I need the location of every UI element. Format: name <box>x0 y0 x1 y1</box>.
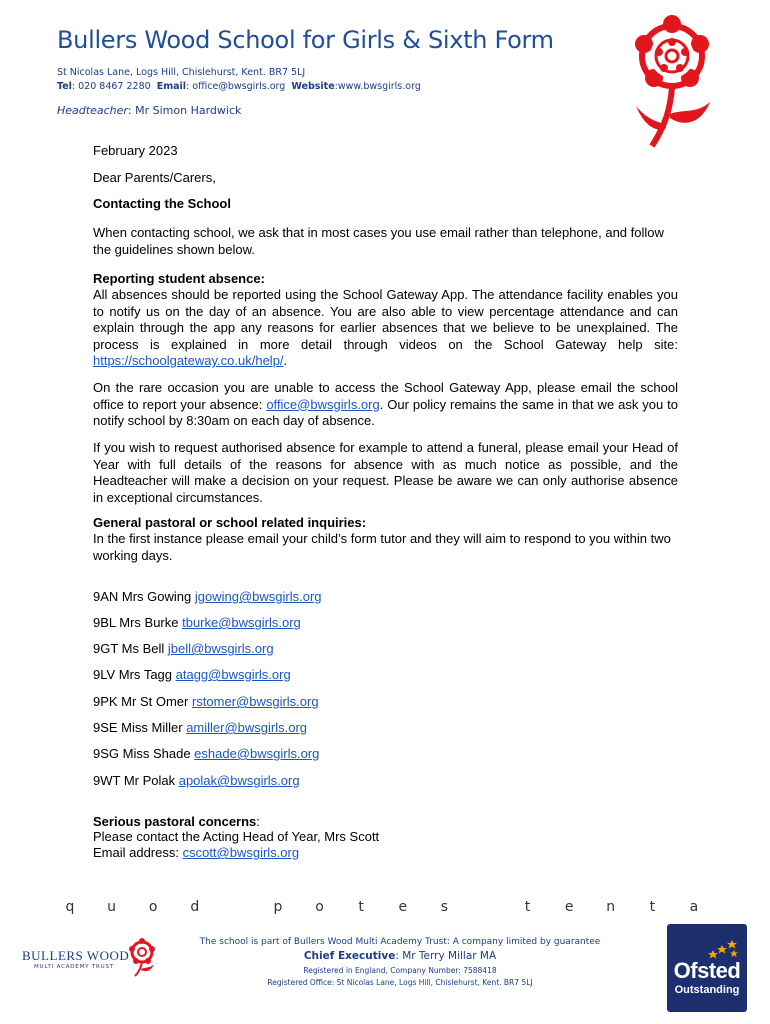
tutor-item <box>93 667 291 682</box>
tutor-item <box>93 641 274 656</box>
absence-p1-end: . <box>283 353 288 368</box>
serious-colon: : <box>256 814 260 829</box>
tutor-name: 9BL Mrs Burke <box>93 615 183 630</box>
tutor-email-link[interactable]: amiller@bwsgirls.org <box>186 720 308 735</box>
tutor-item <box>93 746 319 761</box>
motto-letter: t <box>524 899 531 915</box>
school-name: Bullers Wood School for Girls & Sixth Form <box>57 26 554 54</box>
footer-office: Registered Office: St Nicolas Lane, Logs Hill, Chislehurst, Kent. BR7 5LJ <box>267 978 533 987</box>
motto-letter: d <box>190 899 200 915</box>
tutor-email-link[interactable]: rstomer@bwsgirls.org <box>191 694 319 709</box>
absence-p2-text-b: . Our policy remains the same in that we ask you to notify school by 8:30am on each day of absence. <box>93 396 678 428</box>
tutor-item <box>93 694 319 709</box>
motto-letter: a <box>689 899 699 915</box>
trust-logo-title: BULLERS WOOD <box>22 948 130 963</box>
headteacher-line <box>57 104 241 117</box>
footer-trust-line: The school is part of Bullers Wood Multi Academy Trust: A company limited by guarantee <box>199 937 601 947</box>
serious-contact-line: Please contact the Acting Head of Year, Mrs Scott <box>93 829 380 844</box>
ofsted-outstanding-badge <box>667 924 747 1012</box>
ofsted-name: Ofsted <box>673 958 741 983</box>
tutor-name: 9AN Mrs Gowing <box>93 589 195 604</box>
school-address: St Nicolas Lane, Logs Hill, Chislehurst, Kent. BR7 5LJ <box>57 67 306 78</box>
tutor-email-link[interactable]: atagg@bwsgirls.org <box>175 667 291 682</box>
bullers-wood-trust-logo <box>22 938 162 988</box>
website-label: Website <box>291 81 335 92</box>
tutor-email-link[interactable]: jgowing@bwsgirls.org <box>194 589 322 604</box>
motto-letter: e <box>564 899 574 915</box>
letter-salutation: Dear Parents/Carers, <box>93 170 216 185</box>
motto-space <box>228 899 244 915</box>
tutor-name: 9WT Mr Polak <box>93 773 179 788</box>
scott-email-link[interactable]: cscott@bwsgirls.org <box>182 845 300 860</box>
headteacher-label: Headteacher <box>57 104 128 117</box>
tutor-email-link[interactable]: eshade@bwsgirls.org <box>194 746 320 761</box>
motto-letter: t <box>649 899 656 915</box>
footer-ceo-line <box>180 950 620 962</box>
tutor-email-link[interactable]: tburke@bwsgirls.org <box>182 615 301 630</box>
letter-subject: Contacting the School <box>93 196 231 211</box>
motto-letter: s <box>440 899 448 915</box>
ofsted-rating: Outstanding <box>674 984 740 996</box>
motto-letter: u <box>107 899 117 915</box>
absence-paragraph-1 <box>93 287 678 370</box>
motto-letter: o <box>148 899 158 915</box>
motto-letter: o <box>315 899 324 915</box>
motto-letter: t <box>358 899 364 915</box>
school-contact-line <box>57 81 421 92</box>
motto-space <box>478 899 494 915</box>
motto-letter: p <box>273 899 283 915</box>
absence-p1-text: All absences should be reported using the School Gateway App. The attendance facility enables you to notify us on the day of an absence. You are also able to view percentage attendance and can explain through the app any reasons for earlier absences that we believe to be unexplained. The process is explained in more detail through videos on the School Gateway help site: <box>93 287 678 352</box>
ofsted-stars-icon <box>707 938 741 960</box>
motto-letter: n <box>606 899 616 915</box>
tutor-name: 9PK Mr St Omer <box>93 694 192 709</box>
absence-paragraph-3: If you wish to request authorised absence for example to attend a funeral, please email your Head of Year with full details of the reasons for absence with as much notice as possible, and the Headteacher will make a decision on your request. Please be aware we can only authorise absence in exceptional circumstances. <box>93 440 678 505</box>
website-value: :www.bwsgirls.org <box>334 81 421 92</box>
tutor-name: 9GT Ms Bell <box>93 641 168 656</box>
trust-rose-icon <box>126 938 158 978</box>
tutor-email-link[interactable]: jbell@bwsgirls.org <box>167 641 274 656</box>
motto-letter: e <box>398 899 408 915</box>
pastoral-text: In the first instance please email your child’s form tutor and they will aim to respond to you within two working days. <box>93 531 671 563</box>
absence-p2-text-a: On the rare occasion you are unable to access the School Gateway App, please email the school office to report your absence: <box>93 380 678 412</box>
tutor-name: 9SE Miss Miller <box>93 720 187 735</box>
tutor-item <box>93 720 307 735</box>
trust-logo-subtitle: MULTI ACADEMY TRUST <box>34 964 114 970</box>
email-label: Email <box>156 81 187 92</box>
pastoral-heading: General pastoral or school related inquiries: <box>93 515 367 530</box>
serious-email-label: Email address: <box>93 845 183 860</box>
email-value: : office@bwsgirls.org <box>186 81 286 92</box>
school-motto <box>62 899 702 915</box>
motto-letter: q <box>65 899 75 915</box>
absence-paragraph-2 <box>93 380 678 430</box>
tutor-item <box>93 615 301 630</box>
office-email-link[interactable]: office@bwsgirls.org <box>266 396 380 412</box>
intro-paragraph: When contacting school, we ask that in most cases you use email rather than telephone, and follow the guidelines shown below. <box>93 225 664 257</box>
tutor-item <box>93 589 322 604</box>
serious-heading: Serious pastoral concerns <box>93 814 257 829</box>
headteacher-name: : Mr Simon Hardwick <box>127 104 242 117</box>
tudor-rose-logo-icon <box>622 14 722 154</box>
tutor-email-link[interactable]: apolak@bwsgirls.org <box>178 773 300 788</box>
tutor-item <box>93 773 300 788</box>
absence-heading: Reporting student absence: <box>93 271 265 286</box>
tutor-name: 9SG Miss Shade <box>93 746 195 761</box>
serious-email-line <box>93 845 678 862</box>
ceo-value: : Mr Terry Millar MA <box>395 950 497 962</box>
tel-label: Tel <box>57 81 72 92</box>
tutor-name: 9LV Mrs Tagg <box>93 667 176 682</box>
footer-registered: Registered in England, Company Number: 7588418 <box>303 966 497 975</box>
school-gateway-help-link[interactable]: https://schoolgateway.co.uk/help/ <box>93 353 284 368</box>
letter-date: February 2023 <box>93 143 178 158</box>
ceo-label: Chief Executive <box>303 950 396 962</box>
tel-value: : 020 8467 2280 <box>71 81 151 92</box>
